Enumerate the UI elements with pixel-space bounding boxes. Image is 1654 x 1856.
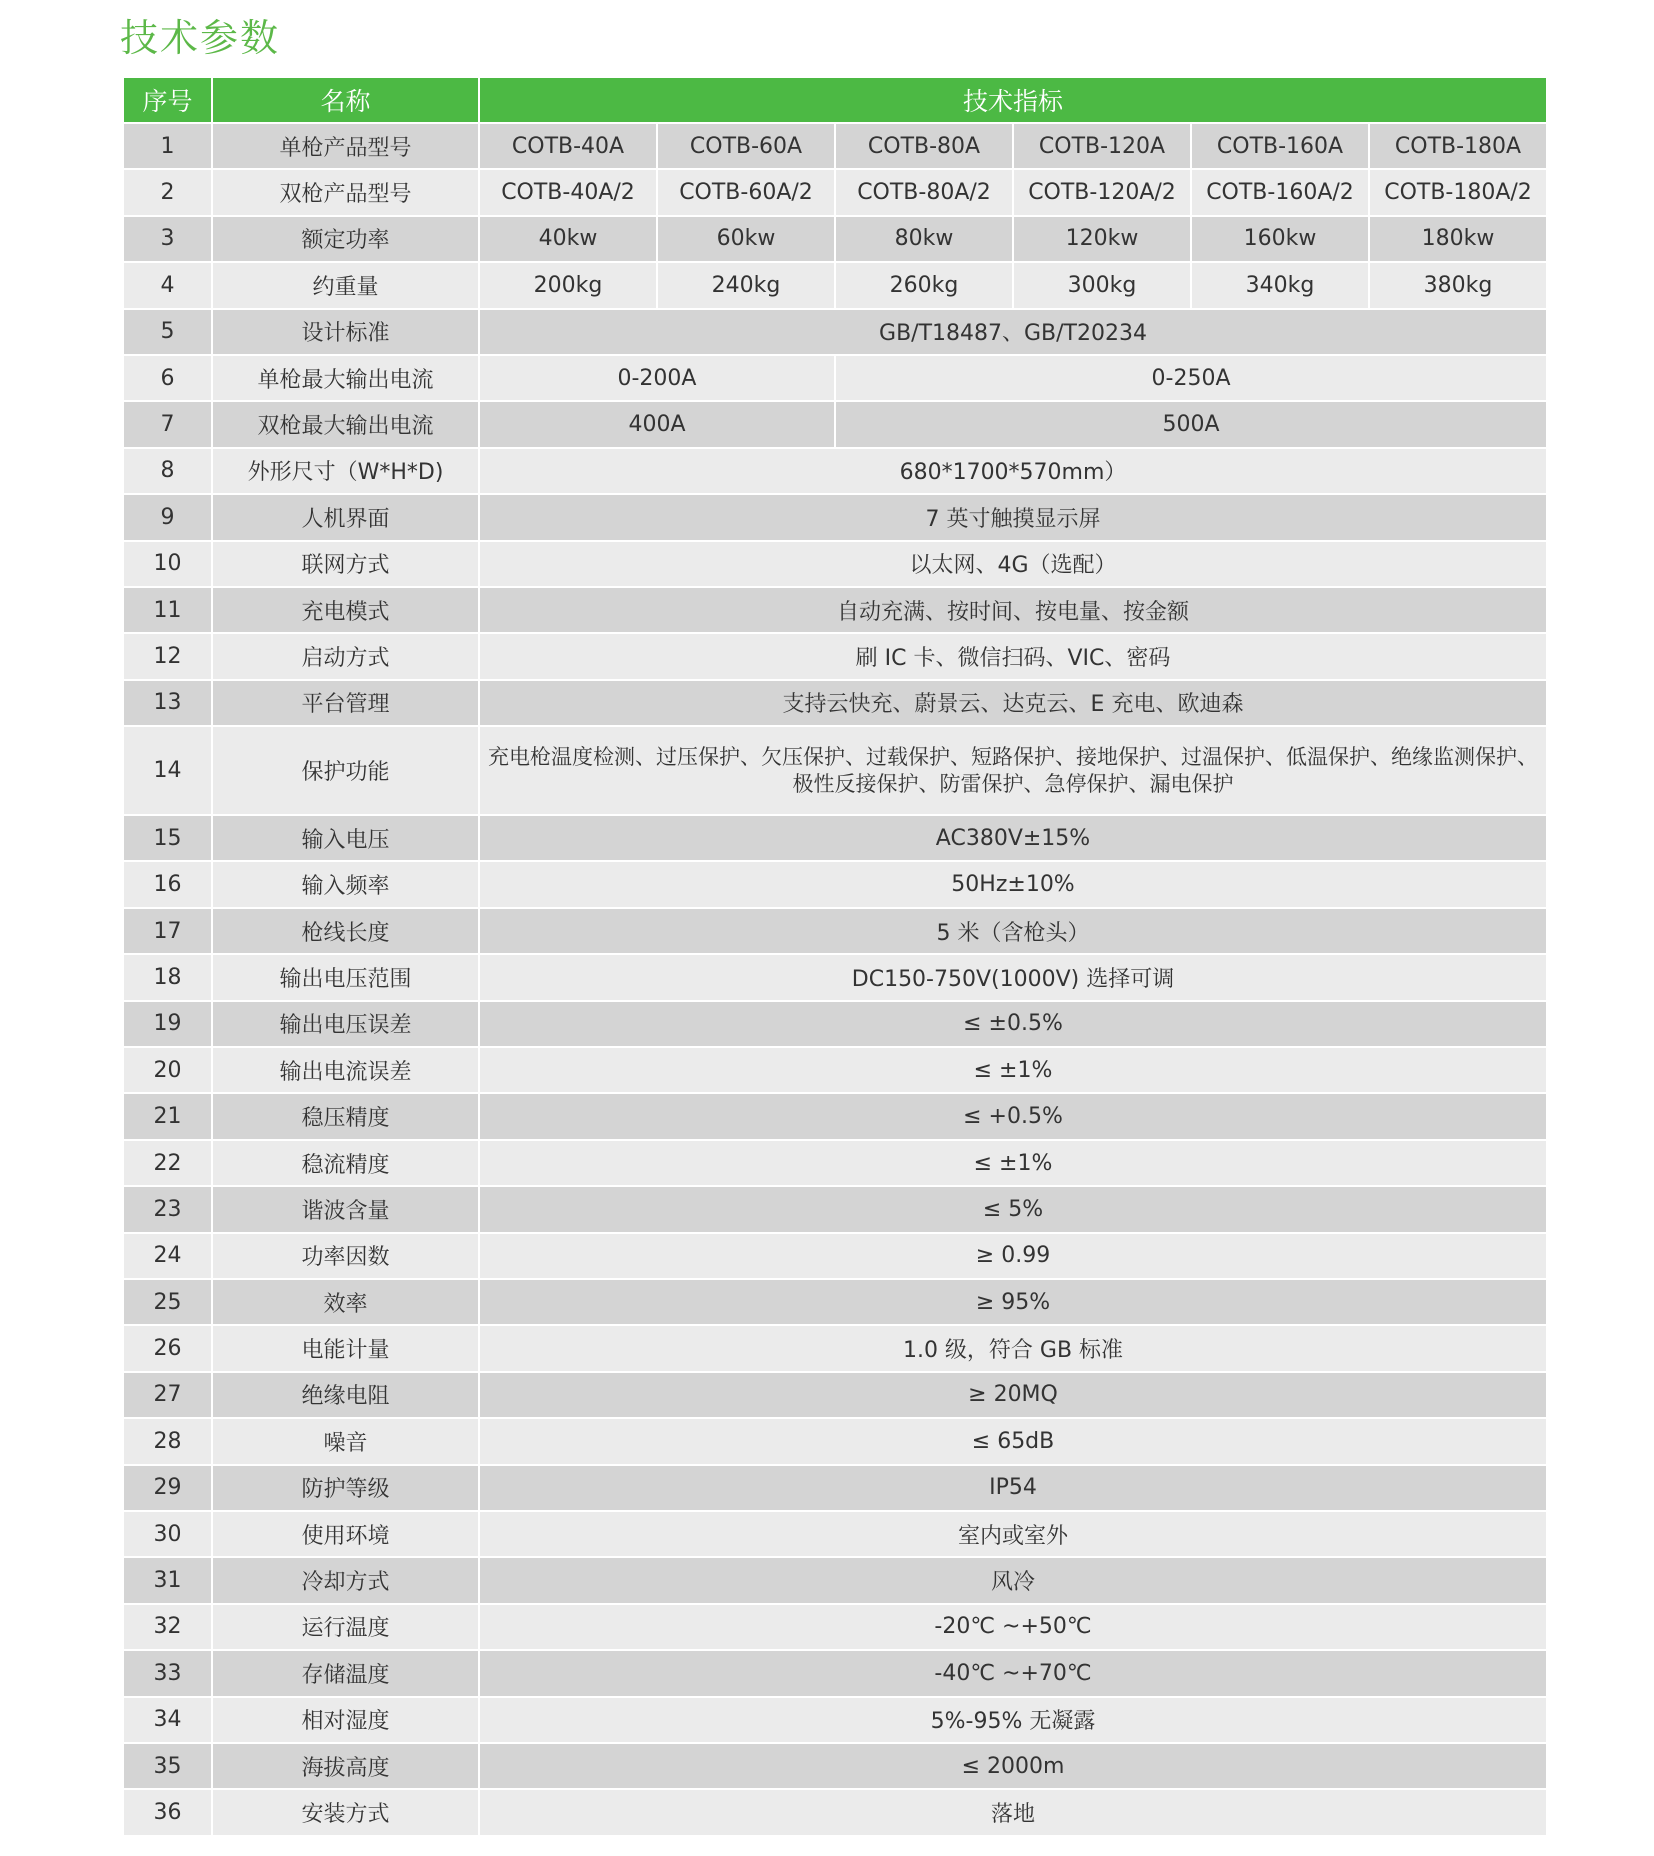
table-row [124, 1373, 1546, 1419]
param-value: 以太网、4G（选配） [480, 542, 1546, 588]
param-name: 人机界面 [213, 495, 480, 541]
param-value: 260kg [836, 263, 1014, 309]
param-name: 保护功能 [213, 727, 480, 816]
table-row [124, 217, 1546, 263]
param-value: COTB-120A/2 [1014, 170, 1192, 216]
param-name: 枪线长度 [213, 909, 480, 955]
param-value: AC380V±15% [480, 816, 1546, 862]
table-row [124, 1605, 1546, 1651]
param-value: 60kw [658, 217, 836, 263]
table-row [124, 1094, 1546, 1140]
param-value: 5%-95% 无凝露 [480, 1698, 1546, 1744]
param-value: 支持云快充、蔚景云、达克云、E 充电、欧迪森 [480, 681, 1546, 727]
param-name: 输出电压误差 [213, 1002, 480, 1048]
param-value: 充电枪温度检测、过压保护、欠压保护、过载保护、短路保护、接地保护、过温保护、低温保护、绝缘监测保护、极性反接保护、防雷保护、急停保护、漏电保护 [480, 727, 1546, 816]
table-row [124, 909, 1546, 955]
table-row [124, 1651, 1546, 1697]
row-number: 17 [124, 909, 213, 955]
param-name: 输入频率 [213, 862, 480, 908]
param-value: 0-250A [836, 356, 1546, 402]
row-number: 35 [124, 1744, 213, 1790]
row-number: 4 [124, 263, 213, 309]
param-name: 输出电压范围 [213, 955, 480, 1001]
param-name: 安装方式 [213, 1790, 480, 1836]
row-number: 8 [124, 449, 213, 495]
table-row [124, 263, 1546, 309]
param-name: 平台管理 [213, 681, 480, 727]
row-number: 2 [124, 170, 213, 216]
row-number: 33 [124, 1651, 213, 1697]
param-value: 5 米（含枪头） [480, 909, 1546, 955]
row-number: 7 [124, 402, 213, 448]
table-row [124, 727, 1546, 816]
param-value: 180kw [1370, 217, 1546, 263]
param-value: 1.0 级，符合 GB 标准 [480, 1326, 1546, 1372]
row-number: 25 [124, 1280, 213, 1326]
param-name: 效率 [213, 1280, 480, 1326]
param-value: COTB-60A [658, 124, 836, 170]
param-value: 160kw [1192, 217, 1370, 263]
table-row [124, 495, 1546, 541]
table-row [124, 1512, 1546, 1558]
param-name: 充电模式 [213, 588, 480, 634]
table-row [124, 124, 1546, 170]
param-value: ≤ 65dB [480, 1419, 1546, 1465]
param-value: 380kg [1370, 263, 1546, 309]
table-row [124, 1790, 1546, 1836]
param-name: 外形尺寸（W*H*D) [213, 449, 480, 495]
param-name: 稳流精度 [213, 1141, 480, 1187]
row-number: 22 [124, 1141, 213, 1187]
row-number: 10 [124, 542, 213, 588]
row-number: 23 [124, 1187, 213, 1233]
param-value: ≥ 95% [480, 1280, 1546, 1326]
param-value: 500A [836, 402, 1546, 448]
param-value: 室内或室外 [480, 1512, 1546, 1558]
row-number: 3 [124, 217, 213, 263]
table-row [124, 1558, 1546, 1604]
param-value: COTB-180A/2 [1370, 170, 1546, 216]
param-value: -20℃ ~+50℃ [480, 1605, 1546, 1651]
param-value: COTB-120A [1014, 124, 1192, 170]
param-value: COTB-80A [836, 124, 1014, 170]
param-name: 电能计量 [213, 1326, 480, 1372]
row-number: 18 [124, 955, 213, 1001]
param-name: 双枪产品型号 [213, 170, 480, 216]
table-row [124, 402, 1546, 448]
param-name: 联网方式 [213, 542, 480, 588]
param-name: 冷却方式 [213, 1558, 480, 1604]
table-row [124, 1744, 1546, 1790]
param-name: 功率因数 [213, 1234, 480, 1280]
param-value: COTB-160A/2 [1192, 170, 1370, 216]
table-row [124, 1234, 1546, 1280]
param-value: ≤ 2000m [480, 1744, 1546, 1790]
table-row [124, 862, 1546, 908]
param-name: 存储温度 [213, 1651, 480, 1697]
param-value: COTB-180A [1370, 124, 1546, 170]
param-value: 0-200A [480, 356, 836, 402]
param-value: ≤ 5% [480, 1187, 1546, 1233]
param-name: 防护等级 [213, 1466, 480, 1512]
table-row [124, 449, 1546, 495]
param-value: 200kg [480, 263, 658, 309]
table-row [124, 588, 1546, 634]
table-row [124, 1280, 1546, 1326]
spec-table [124, 78, 1546, 1837]
header-spec: 技术指标 [480, 78, 1546, 124]
param-name: 海拔高度 [213, 1744, 480, 1790]
table-row [124, 1002, 1546, 1048]
table-row [124, 816, 1546, 862]
param-value: 680*1700*570mm） [480, 449, 1546, 495]
param-name: 相对湿度 [213, 1698, 480, 1744]
row-number: 13 [124, 681, 213, 727]
row-number: 16 [124, 862, 213, 908]
table-row [124, 955, 1546, 1001]
param-value: COTB-80A/2 [836, 170, 1014, 216]
param-value: GB/T18487、GB/T20234 [480, 310, 1546, 356]
row-number: 9 [124, 495, 213, 541]
param-value: COTB-160A [1192, 124, 1370, 170]
row-number: 21 [124, 1094, 213, 1140]
row-number: 15 [124, 816, 213, 862]
row-number: 1 [124, 124, 213, 170]
param-value: 刷 IC 卡、微信扫码、VIC、密码 [480, 634, 1546, 680]
param-value: COTB-40A/2 [480, 170, 658, 216]
table-row [124, 681, 1546, 727]
table-row [124, 1048, 1546, 1094]
param-name: 输入电压 [213, 816, 480, 862]
table-row [124, 1141, 1546, 1187]
param-name: 使用环境 [213, 1512, 480, 1558]
param-value: 340kg [1192, 263, 1370, 309]
param-value: ≥ 20MQ [480, 1373, 1546, 1419]
param-name: 额定功率 [213, 217, 480, 263]
param-name: 设计标准 [213, 310, 480, 356]
row-number: 5 [124, 310, 213, 356]
param-name: 谐波含量 [213, 1187, 480, 1233]
param-value: ≤ ±1% [480, 1048, 1546, 1094]
param-name: 约重量 [213, 263, 480, 309]
table-row [124, 634, 1546, 680]
param-value: COTB-40A [480, 124, 658, 170]
param-value: ≥ 0.99 [480, 1234, 1546, 1280]
param-value: ≤ +0.5% [480, 1094, 1546, 1140]
row-number: 29 [124, 1466, 213, 1512]
param-name: 单枪最大输出电流 [213, 356, 480, 402]
param-value: 80kw [836, 217, 1014, 263]
row-number: 36 [124, 1790, 213, 1836]
param-value: COTB-60A/2 [658, 170, 836, 216]
param-name: 运行温度 [213, 1605, 480, 1651]
row-number: 24 [124, 1234, 213, 1280]
table-row [124, 1187, 1546, 1233]
param-value: 300kg [1014, 263, 1192, 309]
param-value: 落地 [480, 1790, 1546, 1836]
row-number: 14 [124, 727, 213, 816]
table-row [124, 1698, 1546, 1744]
row-number: 19 [124, 1002, 213, 1048]
param-value: 50Hz±10% [480, 862, 1546, 908]
table-row [124, 170, 1546, 216]
header-no: 序号 [124, 78, 213, 124]
row-number: 27 [124, 1373, 213, 1419]
row-number: 28 [124, 1419, 213, 1465]
header-name: 名称 [213, 78, 480, 124]
param-value: 7 英寸触摸显示屏 [480, 495, 1546, 541]
param-value: DC150-750V(1000V) 选择可调 [480, 955, 1546, 1001]
param-value: 40kw [480, 217, 658, 263]
table-header-row [124, 78, 1546, 124]
param-name: 启动方式 [213, 634, 480, 680]
row-number: 32 [124, 1605, 213, 1651]
table-row [124, 1419, 1546, 1465]
table-row [124, 1326, 1546, 1372]
param-value: IP54 [480, 1466, 1546, 1512]
table-row [124, 310, 1546, 356]
param-name: 噪音 [213, 1419, 480, 1465]
param-value: 风冷 [480, 1558, 1546, 1604]
row-number: 30 [124, 1512, 213, 1558]
param-value: -40℃ ~+70℃ [480, 1651, 1546, 1697]
row-number: 26 [124, 1326, 213, 1372]
param-name: 单枪产品型号 [213, 124, 480, 170]
param-value: ≤ ±1% [480, 1141, 1546, 1187]
row-number: 34 [124, 1698, 213, 1744]
param-value: 自动充满、按时间、按电量、按金额 [480, 588, 1546, 634]
param-value: 120kw [1014, 217, 1192, 263]
param-name: 双枪最大输出电流 [213, 402, 480, 448]
param-name: 输出电流误差 [213, 1048, 480, 1094]
row-number: 11 [124, 588, 213, 634]
param-value: ≤ ±0.5% [480, 1002, 1546, 1048]
row-number: 12 [124, 634, 213, 680]
table-row [124, 1466, 1546, 1512]
row-number: 20 [124, 1048, 213, 1094]
param-name: 绝缘电阻 [213, 1373, 480, 1419]
page-title: 技术参数 [120, 16, 281, 60]
param-value: 400A [480, 402, 836, 448]
table-row [124, 542, 1546, 588]
row-number: 31 [124, 1558, 213, 1604]
row-number: 6 [124, 356, 213, 402]
param-value: 240kg [658, 263, 836, 309]
param-name: 稳压精度 [213, 1094, 480, 1140]
table-row [124, 356, 1546, 402]
